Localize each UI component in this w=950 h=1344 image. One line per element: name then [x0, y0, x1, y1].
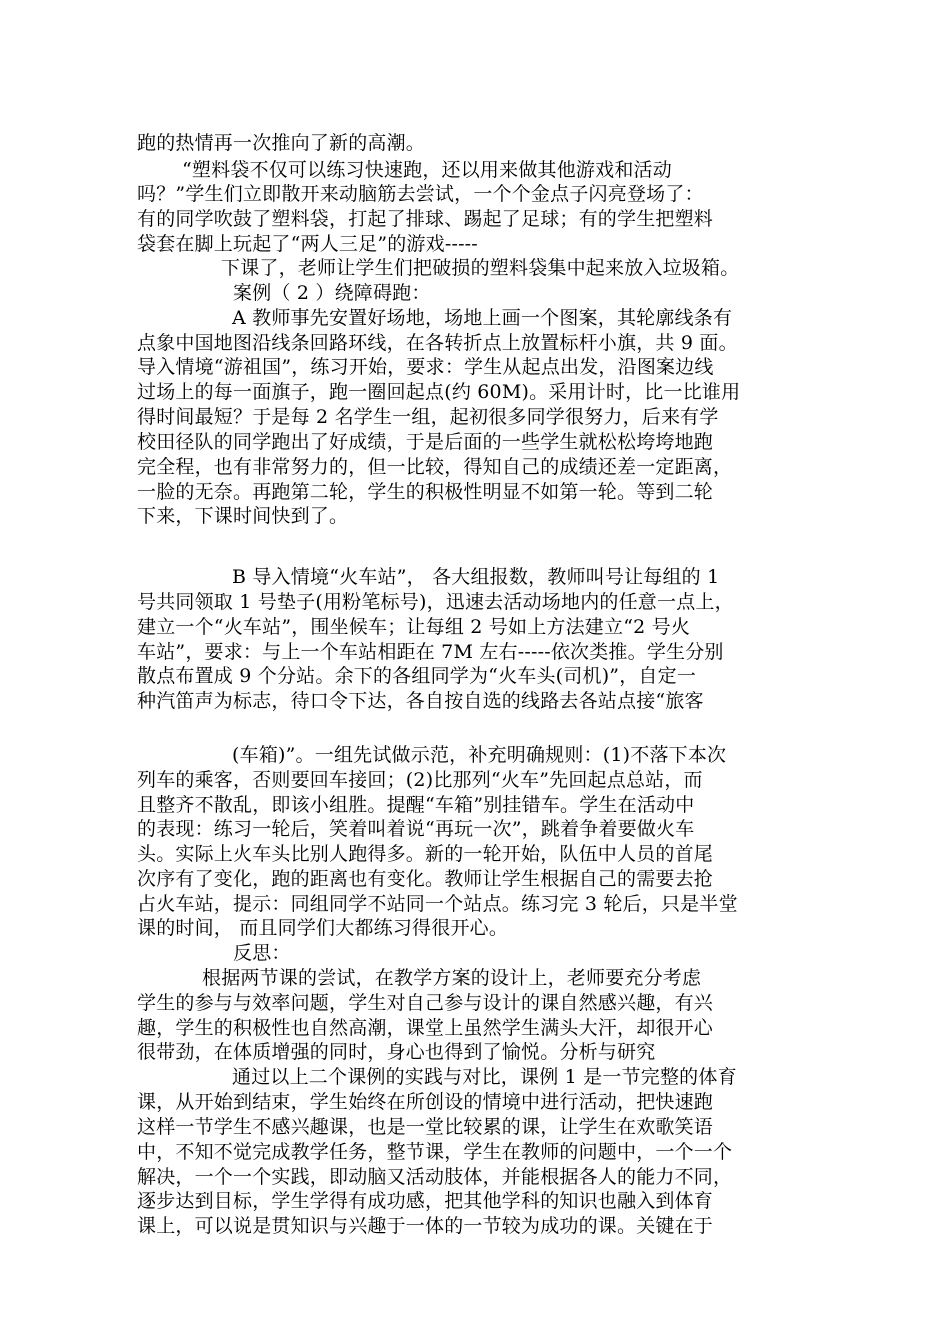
text-line: A 教师事先安置好场地，场地上画一个图案，其轮廓线条有 — [232, 307, 733, 329]
text-line: 导入情境“游祖国”，练习开始，要求：学生从起点出发，沿图案边线 — [137, 356, 714, 378]
text-line: 下来，下课时间快到了。 — [137, 505, 349, 527]
text-line: 次序有了变化，跑的距离也有变化。教师让学生根据自己的需要去抢 — [137, 868, 714, 890]
text-line: “塑料袋不仅可以练习快速跑，还以用来做其他游戏和活动 — [182, 159, 672, 181]
text-line: 一脸的无奈。再跑第二轮，学生的积极性明显不如第一轮。等到二轮 — [137, 481, 714, 503]
text-line: 且整齐不散乱，即该小组胜。提醒“车箱”别挂错车。学生在活动中 — [137, 794, 695, 816]
text-line: 吗？”学生们立即散开来动脑筋去尝试，一个个金点子闪亮登场了： — [137, 183, 704, 205]
text-line: 课上，可以说是贯知识与兴趣于一体的一节较为成功的课。关键在于 — [137, 1215, 714, 1237]
text-line: 跑的热情再一次推向了新的高潮。 — [137, 132, 426, 154]
text-line: 很带劲，在体质增强的同时，身心也得到了愉悦。分析与研究 — [137, 1041, 656, 1063]
text-line: 课的时间， 而且同学们大都练习得很开心。 — [137, 917, 509, 939]
text-line: 点象中国地图沿线条回路环线，在各转折点上放置标杆小旗，共 9 面。 — [137, 332, 738, 354]
text-line: 趣，学生的积极性也自然高潮，课堂上虽然学生满头大汗，却很开心 — [137, 1017, 714, 1039]
text-line: 号共同领取 1 号垫子(用粉笔标号)，迅速去活动场地内的任意一点上， — [137, 591, 734, 613]
text-line: 学生的参与与效率问题，学生对自己参与设计的课自然感兴趣，有兴 — [137, 992, 714, 1014]
text-line: 得时间最短？于是每 2 名学生一组，起初很多同学很努力，后来有学 — [137, 406, 719, 428]
text-line: 种汽笛声为标志，待口令下达，各自按自选的线路去各站点接“旅客 — [137, 690, 704, 712]
text-line: 散点布置成 9 个分站。余下的各组同学为“火车头(司机)”，自定一 — [137, 665, 697, 687]
text-line: 过场上的每一面旗子，跑一圈回起点(约 60M)。采用计时，比一比谁用 — [137, 381, 741, 403]
text-line: 逐步达到目标，学生学得有成功感，把其他学科的知识也融入到体育 — [137, 1190, 714, 1212]
text-line: 的表现：练习一轮后，笑着叫着说“再玩一次”，跳着争着要做火车 — [137, 818, 695, 840]
text-line: 中，不知不觉完成教学任务，整节课，学生在教师的问题中，一个一个 — [137, 1141, 733, 1163]
text-line: 占火车站，提示：同组同学不站同一个站点。练习完 3 轮后，只是半堂 — [137, 893, 738, 915]
text-line: (车箱)”。一组先试做示范，补充明确规则：(1)不落下本次 — [232, 744, 727, 766]
text-line: 列车的乘客，否则要回车接回；(2)比那列“火车”先回起点总站，而 — [137, 769, 703, 791]
text-line: 解决，一个一个实践，即动脑又活动肢体，并能根据各人的能力不同， — [137, 1166, 733, 1188]
text-line: 校田径队的同学跑出了好成绩，于是后面的一些学生就松松垮垮地跑 — [137, 431, 714, 453]
text-line: 反思： — [233, 942, 291, 964]
text-line: 这样一节学生不感兴趣课，也是一堂比较累的课，让学生在欢歌笑语 — [137, 1116, 714, 1138]
text-line: 下课了，老师让学生们把破损的塑料袋集中起来放入垃圾箱。 — [221, 257, 740, 279]
text-line: 有的同学吹鼓了塑料袋，打起了排球、踢起了足球；有的学生把塑料 — [137, 208, 714, 230]
text-line: 课，从开始到结束，学生始终在所创设的情境中进行活动，把快速跑 — [137, 1091, 714, 1113]
text-line: 袋套在脚上玩起了“两人三足”的游戏----- — [137, 233, 478, 255]
text-line: 完全程，也有非常努力的，但一比较，得知自己的成绩还差一定距离， — [137, 456, 733, 478]
text-line: 根据两节课的尝试，在教学方案的设计上，老师要充分考虑 — [202, 967, 702, 989]
text-line: 通过以上二个课例的实践与对比，课例 1 是一节完整的体育 — [232, 1066, 737, 1088]
text-line: 建立一个“火车站”，围坐候车；让每组 2 号如上方法建立“2 号火 — [137, 616, 691, 638]
text-line: B 导入情境“火车站”， 各大组报数，教师叫号让每组的 1 — [232, 566, 720, 588]
text-line: 车站”，要求：与上一个车站相距在 7M 左右-----依次类推。学生分别 — [137, 641, 724, 663]
text-line: 案例（ 2 ）绕障碍跑： — [233, 282, 431, 304]
text-line: 头。实际上火车头比别人跑得多。新的一轮开始，队伍中人员的首尾 — [137, 843, 714, 865]
